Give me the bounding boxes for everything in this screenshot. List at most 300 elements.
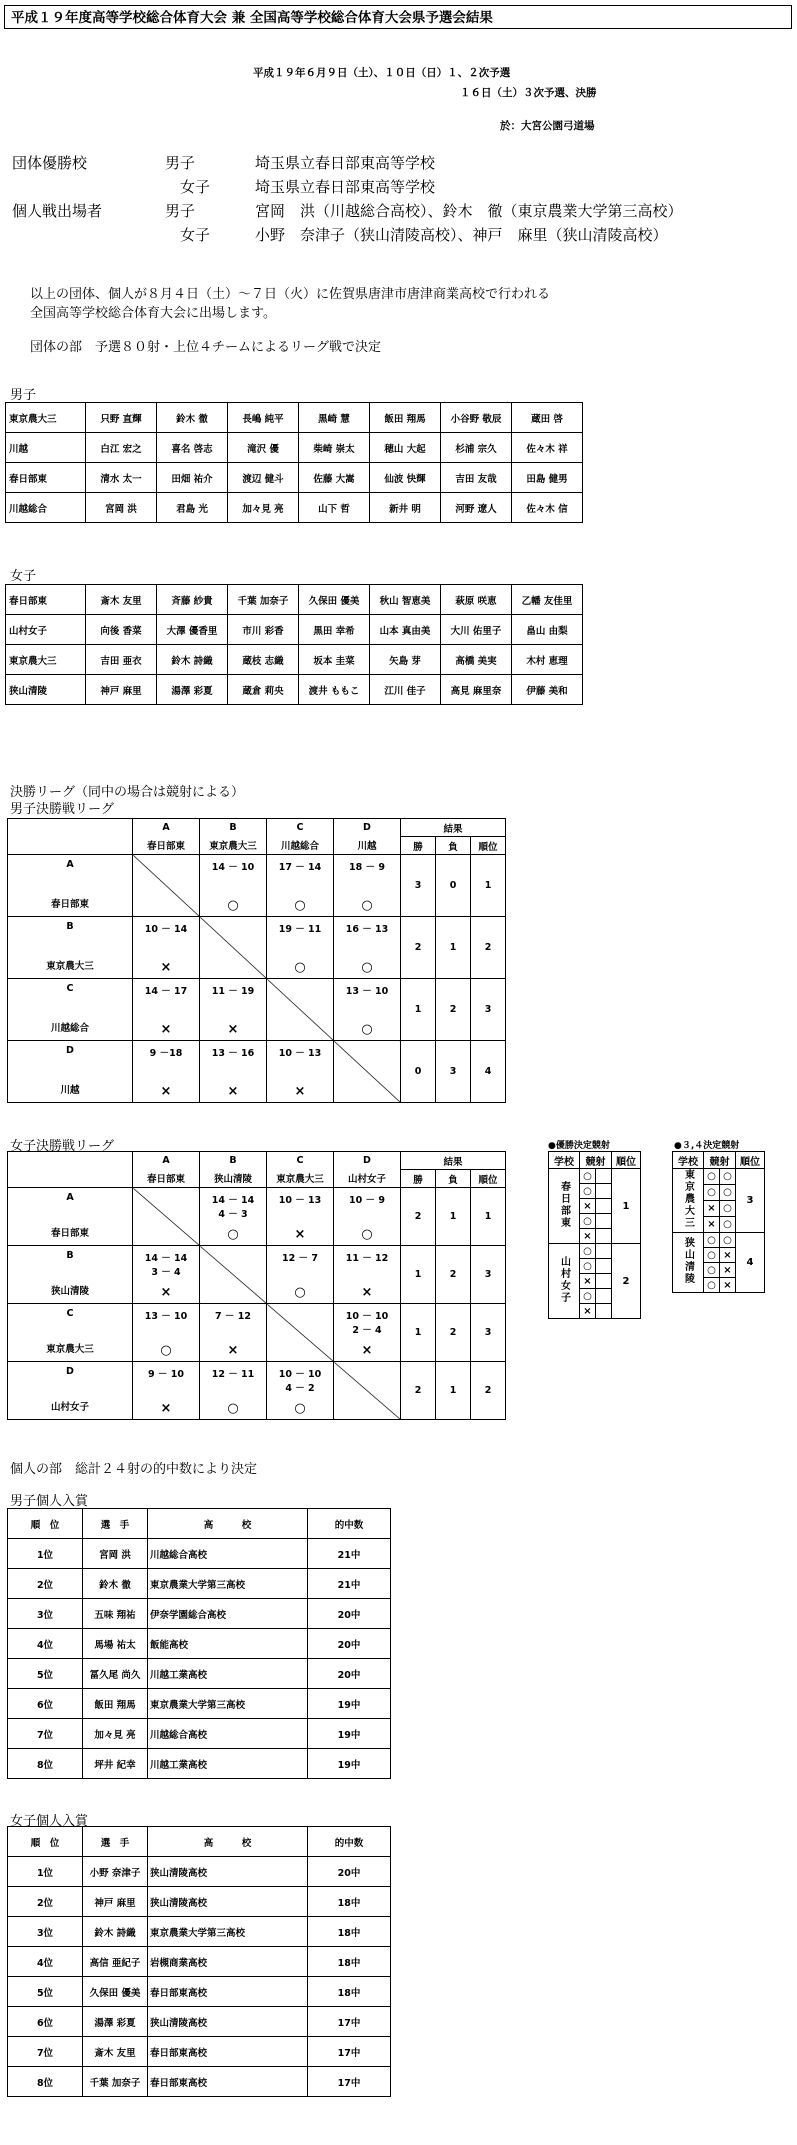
playoff-rank: 4 <box>736 1233 765 1293</box>
table-row <box>8 1629 391 1659</box>
row-team-name: 山村女子 <box>50 1402 89 1413</box>
member-name: 白江 宏之 <box>86 433 157 463</box>
diagonal-cell <box>267 1304 334 1362</box>
match-cell-wrap <box>267 855 333 916</box>
ind-school: 春日部東高校 <box>148 1977 308 2007</box>
match-cell <box>133 1362 200 1420</box>
score-group <box>212 859 255 873</box>
playoff-mark <box>596 1229 612 1244</box>
team-name: 狭山清陵 <box>6 675 86 705</box>
table-row <box>549 1244 641 1259</box>
row-team-cell <box>8 1188 133 1246</box>
match-cell <box>267 855 334 917</box>
member-name: 坂本 圭菜 <box>299 645 370 675</box>
playoff-mark: × <box>720 1248 736 1263</box>
ind-hits: 20中 <box>308 1599 391 1629</box>
diagonal-cell <box>200 917 267 979</box>
playoff-mark: ○ <box>704 1233 720 1248</box>
playoff-mark: × <box>720 1278 736 1293</box>
score-group <box>212 1045 255 1059</box>
playoff-mark <box>596 1274 612 1289</box>
team-winner-female: 埼玉県立春日部東高等学校 <box>255 178 436 196</box>
match-cell <box>200 1041 267 1103</box>
individual-male: 宮岡 洪（川越総合高校）、鈴木 徹（東京農業大学第三高校） <box>255 202 683 220</box>
score: 14 － 17 <box>144 986 188 997</box>
ind-school: 飯能高校 <box>148 1629 308 1659</box>
score: 17 － 14 <box>278 862 322 873</box>
match-cell-wrap <box>267 1362 333 1419</box>
ind-hits: 17中 <box>308 2067 391 2097</box>
member-name: 清水 太一 <box>86 463 157 493</box>
ind-header-cell: 高 校 <box>148 1509 308 1539</box>
playoff-title-2: ●３,４決定競射 <box>674 1141 740 1151</box>
ind-school: 東京農業大学第三高校 <box>148 1689 308 1719</box>
women-individual-table <box>7 1826 391 2097</box>
col-letter: A <box>133 1152 200 1170</box>
member-name: 黒田 幸希 <box>299 615 370 645</box>
wins: 0 <box>401 1041 436 1103</box>
member-name: 柴崎 崇太 <box>299 433 370 463</box>
col-team: 春日部東 <box>133 1170 200 1188</box>
men-individual-table <box>7 1508 391 1779</box>
match-cell-wrap <box>133 1041 199 1102</box>
table-row <box>8 1599 391 1629</box>
table-row <box>8 2037 391 2067</box>
member-name: 渡辺 健斗 <box>228 463 299 493</box>
score-group <box>349 859 385 873</box>
score-group <box>212 1366 255 1380</box>
match-cell-wrap <box>133 917 199 978</box>
col-letter: B <box>200 1152 267 1170</box>
match-cell <box>133 979 200 1041</box>
row-letter: A <box>66 1192 74 1203</box>
loss-mark: × <box>160 960 172 975</box>
playoff-school <box>549 1169 580 1244</box>
score-group <box>145 1250 188 1278</box>
playoff-mark: × <box>580 1304 596 1319</box>
score-group <box>279 1045 322 1059</box>
loss-mark: × <box>294 1227 306 1242</box>
league-header-row <box>8 1152 506 1170</box>
playoff-mark: ○ <box>580 1289 596 1304</box>
score: 11 － 19 <box>211 986 255 997</box>
table-row <box>8 1041 506 1103</box>
ind-hits: 21中 <box>308 1569 391 1599</box>
ind-hits: 17中 <box>308 2007 391 2037</box>
member-name: 佐々木 信 <box>512 493 583 523</box>
row-team-wrap <box>10 1188 130 1245</box>
match-cell-wrap <box>334 917 400 978</box>
tiebreak-score: 4 － 3 <box>218 1209 248 1220</box>
score: 13 － 10 <box>144 1311 188 1322</box>
score-group <box>346 983 389 997</box>
playoff-mark: ○ <box>720 1185 736 1201</box>
match-cell <box>133 1246 200 1304</box>
member-name: 木村 恵理 <box>512 645 583 675</box>
row-team-name: 東京農大三 <box>46 961 94 972</box>
member-name: 鈴木 徹 <box>157 403 228 433</box>
ind-player: 小野 奈津子 <box>83 1857 148 1887</box>
rank: 3 <box>471 1246 506 1304</box>
playoff-mark: × <box>720 1263 736 1278</box>
row-team-cell <box>8 979 133 1041</box>
match-cell-wrap <box>133 1246 199 1303</box>
ind-school: 岩槻商業高校 <box>148 1947 308 1977</box>
col-team: 川越総合 <box>267 837 334 855</box>
match-cell <box>334 1304 401 1362</box>
score: 14 － 14 <box>144 1253 188 1264</box>
score-group <box>212 1192 255 1220</box>
table-row <box>8 1977 391 2007</box>
table-row <box>8 1188 506 1246</box>
ind-rank: 1位 <box>8 1857 83 1887</box>
match-cell <box>334 917 401 979</box>
women-league-table <box>7 1151 506 1420</box>
playoff-mark: ○ <box>720 1233 736 1248</box>
member-name: 喜名 啓志 <box>157 433 228 463</box>
table-row <box>8 855 506 917</box>
playoff-header <box>549 1152 641 1169</box>
wins: 2 <box>401 1188 436 1246</box>
playoff-mark <box>596 1289 612 1304</box>
male-label: 男子 <box>165 154 196 172</box>
ind-rank: 7位 <box>8 2037 83 2067</box>
table-row <box>8 1749 391 1779</box>
ind-rank: 1位 <box>8 1539 83 1569</box>
score-group <box>148 1366 184 1380</box>
score-group <box>346 1250 389 1264</box>
playoff-mark: ○ <box>720 1169 736 1185</box>
result-sub-header: 勝 <box>401 837 436 855</box>
table-row <box>8 1719 391 1749</box>
team-name: 東京農大三 <box>6 403 86 433</box>
match-cell <box>267 1246 334 1304</box>
ind-hits: 20中 <box>308 1629 391 1659</box>
playoff-rank: 3 <box>736 1169 765 1233</box>
score-group <box>215 1308 251 1322</box>
playoff-mark: × <box>580 1229 596 1244</box>
rank: 3 <box>471 1304 506 1362</box>
member-name: 蔵田 啓 <box>512 403 583 433</box>
playoff-header-cell: 学校 <box>549 1152 580 1169</box>
ind-player: 鈴木 詩織 <box>83 1917 148 1947</box>
loss-mark: × <box>227 1022 239 1037</box>
ind-header <box>8 1827 391 1857</box>
match-cell <box>267 1041 334 1103</box>
ind-school: 春日部東高校 <box>148 2037 308 2067</box>
tiebreak-score: 2 － 4 <box>352 1325 382 1336</box>
ind-rank: 6位 <box>8 2007 83 2037</box>
notice-line-1: 以上の団体、個人が８月４日（土）～７日（火）に佐賀県唐津市唐津商業高校で行われる <box>30 287 551 302</box>
table-row <box>8 1569 391 1599</box>
row-letter: A <box>66 859 74 870</box>
member-name: 乙幡 友佳里 <box>512 585 583 615</box>
result-sub-header: 負 <box>436 837 471 855</box>
ind-player: 久保田 優美 <box>83 1977 148 2007</box>
men-league-title: 男子決勝戦リーグ <box>10 802 115 817</box>
member-name: 蔵倉 莉央 <box>228 675 299 705</box>
ind-rank: 3位 <box>8 1599 83 1629</box>
ind-player: 飯田 翔馬 <box>83 1689 148 1719</box>
member-name: 杉浦 宗久 <box>441 433 512 463</box>
playoff-mark: ○ <box>580 1259 596 1274</box>
match-cell <box>133 1041 200 1103</box>
match-cell-wrap <box>267 917 333 978</box>
result-header: 結果 <box>401 1152 506 1170</box>
row-team-name: 川越総合 <box>50 1023 89 1034</box>
member-name: 高見 麻里奈 <box>441 675 512 705</box>
member-name: 江川 佳子 <box>370 675 441 705</box>
member-name: 向後 香菜 <box>86 615 157 645</box>
score: 13 － 16 <box>211 1048 255 1059</box>
result-sub-header: 勝 <box>401 1170 436 1188</box>
playoff-mark: × <box>580 1274 596 1289</box>
row-letter: B <box>66 921 74 932</box>
playoff-mark <box>596 1214 612 1229</box>
row-letter: C <box>66 1308 74 1319</box>
women-league-title: 女子決勝戦リーグ <box>10 1139 115 1154</box>
ind-rank: 3位 <box>8 1917 83 1947</box>
score: 7 － 12 <box>215 1311 251 1322</box>
match-cell <box>267 917 334 979</box>
losses: 2 <box>436 1304 471 1362</box>
match-cell-wrap <box>267 1041 333 1102</box>
score: 13 － 10 <box>345 986 389 997</box>
member-name: 河野 遼人 <box>441 493 512 523</box>
score-group <box>212 983 255 997</box>
match-cell <box>267 1188 334 1246</box>
tiebreak-score: 4 － 2 <box>285 1383 315 1394</box>
team-name: 春日部東 <box>6 585 86 615</box>
score-group <box>279 921 322 935</box>
match-cell <box>200 979 267 1041</box>
team-name: 春日部東 <box>6 463 86 493</box>
losses: 1 <box>436 1188 471 1246</box>
team-name: 川越 <box>6 433 86 463</box>
ind-hits: 21中 <box>308 1539 391 1569</box>
team-name: 川越総合 <box>6 493 86 523</box>
ind-player: 高信 亜紀子 <box>83 1947 148 1977</box>
score-group <box>346 1308 389 1336</box>
col-team: 狭山清陵 <box>200 1170 267 1188</box>
ind-header-cell: 順 位 <box>8 1509 83 1539</box>
table-row <box>8 1917 391 1947</box>
match-cell <box>200 1188 267 1246</box>
ind-hits: 18中 <box>308 1917 391 1947</box>
notice-line-2: 全国高等学校総合体育大会に出場します。 <box>30 306 276 321</box>
result-header: 結果 <box>401 819 506 837</box>
ind-header <box>8 1509 391 1539</box>
playoff-mark: ○ <box>580 1169 596 1184</box>
table-row <box>6 403 583 433</box>
school-name: 東京農大三 <box>682 1169 694 1229</box>
rank: 2 <box>471 917 506 979</box>
ind-player: 坪井 紀幸 <box>83 1749 148 1779</box>
win-mark: ○ <box>294 898 306 913</box>
member-name: 飯田 翔馬 <box>370 403 441 433</box>
school-name: 春日部東 <box>558 1180 570 1229</box>
member-name: 秋山 智恵美 <box>370 585 441 615</box>
member-name: 加々見 亮 <box>228 493 299 523</box>
table-row <box>8 1857 391 1887</box>
table-row <box>8 1246 506 1304</box>
member-name: 大澤 優香里 <box>157 615 228 645</box>
row-team-name: 狭山清陵 <box>50 1286 89 1297</box>
playoff-mark: ○ <box>720 1201 736 1217</box>
loss-mark: × <box>160 1285 172 1300</box>
member-name: 君島 光 <box>157 493 228 523</box>
school-name: 山村女子 <box>558 1255 570 1304</box>
win-mark: ○ <box>227 1227 239 1242</box>
col-letter: C <box>267 1152 334 1170</box>
diagonal-cell <box>133 855 200 917</box>
match-cell <box>334 979 401 1041</box>
row-team-cell <box>8 1246 133 1304</box>
row-team-cell <box>8 855 133 917</box>
ind-rank: 8位 <box>8 2067 83 2097</box>
score-group <box>349 1192 385 1206</box>
member-name: 畠山 由梨 <box>512 615 583 645</box>
playoff-school <box>673 1169 704 1233</box>
win-mark: ○ <box>361 960 373 975</box>
table-row <box>8 1887 391 1917</box>
match-cell-wrap <box>200 979 266 1040</box>
men-teams-table <box>5 402 583 523</box>
playoff-mark: ○ <box>720 1217 736 1233</box>
member-name: 新井 明 <box>370 493 441 523</box>
rank: 2 <box>471 1362 506 1420</box>
ind-player: 千葉 加奈子 <box>83 2067 148 2097</box>
score: 10 － 9 <box>349 1195 385 1206</box>
playoff-header-cell: 学校 <box>673 1152 704 1169</box>
member-name: 斉藤 紗貴 <box>157 585 228 615</box>
row-team-name: 春日部東 <box>50 899 89 910</box>
team-name: 山村女子 <box>6 615 86 645</box>
member-name: 神戸 麻里 <box>86 675 157 705</box>
table-row <box>6 433 583 463</box>
score: 10 － 14 <box>144 924 188 935</box>
match-cell-wrap <box>334 979 400 1040</box>
member-name: 黒崎 慧 <box>299 403 370 433</box>
row-team-cell <box>8 917 133 979</box>
win-mark: ○ <box>294 1401 306 1416</box>
league-header-row <box>8 819 506 837</box>
playoff-header <box>673 1152 765 1169</box>
col-letter: B <box>200 819 267 837</box>
wins: 3 <box>401 855 436 917</box>
losses: 0 <box>436 855 471 917</box>
member-name: 仙波 快輝 <box>370 463 441 493</box>
loss-mark: × <box>227 1084 239 1099</box>
ind-header-cell: 選 手 <box>83 1509 148 1539</box>
score: 10 － 13 <box>278 1048 322 1059</box>
score: 12 － 7 <box>282 1253 318 1264</box>
diagonal-cell <box>267 979 334 1041</box>
ind-school: 狭山清陵高校 <box>148 2007 308 2037</box>
win-mark: ○ <box>227 898 239 913</box>
member-name: 萩原 咲恵 <box>441 585 512 615</box>
playoff-mark: × <box>704 1201 720 1217</box>
col-team: 川越 <box>334 837 401 855</box>
win-mark: ○ <box>361 1022 373 1037</box>
match-cell <box>200 1362 267 1420</box>
ind-header-cell: 的中数 <box>308 1827 391 1857</box>
member-name: 鈴木 詩織 <box>157 645 228 675</box>
ind-player: 鈴木 徹 <box>83 1569 148 1599</box>
ind-hits: 19中 <box>308 1719 391 1749</box>
ind-rank: 5位 <box>8 1977 83 2007</box>
male-label-2: 男子 <box>165 202 196 220</box>
match-cell <box>200 1304 267 1362</box>
member-name: 蔵枝 志織 <box>228 645 299 675</box>
member-name: 高橋 美実 <box>441 645 512 675</box>
individual-section-title: 個人の部 総計２４射の的中数により決定 <box>10 1462 258 1477</box>
row-letter: C <box>66 983 74 994</box>
table-row <box>6 493 583 523</box>
row-team-wrap <box>10 1362 130 1419</box>
ind-school: 春日部東高校 <box>148 2067 308 2097</box>
score: 10 － 10 <box>278 1369 322 1380</box>
score: 9 －18 <box>149 1048 183 1059</box>
ind-header-cell: 的中数 <box>308 1509 391 1539</box>
table-row <box>8 979 506 1041</box>
win-mark: ○ <box>160 1343 172 1358</box>
playoff-rank: 1 <box>612 1169 641 1244</box>
match-cell-wrap <box>267 1188 333 1245</box>
score: 19 － 11 <box>278 924 322 935</box>
loss-mark: × <box>361 1343 373 1358</box>
match-cell-wrap <box>133 979 199 1040</box>
result-sub-header: 順位 <box>471 1170 506 1188</box>
wins: 2 <box>401 917 436 979</box>
ind-header-cell: 選 手 <box>83 1827 148 1857</box>
match-cell <box>133 1304 200 1362</box>
table-row <box>8 1304 506 1362</box>
table-row <box>673 1233 765 1248</box>
ind-rank: 2位 <box>8 1569 83 1599</box>
female-label: 女子 <box>180 178 211 196</box>
date-line-2: １６日（土）３次予選、決勝 <box>460 87 597 99</box>
match-cell <box>334 855 401 917</box>
ind-school: 川越総合高校 <box>148 1719 308 1749</box>
women-teams-table <box>5 584 583 705</box>
women-teams-title: 女子 <box>10 569 37 584</box>
table-row <box>673 1169 765 1185</box>
playoff-header-cell: 競射 <box>580 1152 612 1169</box>
playoff-school <box>673 1233 704 1293</box>
playoff-title-1: ●優勝決定競射 <box>548 1141 610 1151</box>
playoff-table-2 <box>672 1151 765 1293</box>
loss-mark: × <box>294 1084 306 1099</box>
table-row <box>8 1659 391 1689</box>
team-winner-label: 団体優勝校 <box>12 154 88 172</box>
score-group <box>145 1308 188 1322</box>
rank: 3 <box>471 979 506 1041</box>
ind-player: 五味 翔祐 <box>83 1599 148 1629</box>
wins: 2 <box>401 1362 436 1420</box>
score: 10 － 13 <box>278 1195 322 1206</box>
final-league-title: 決勝リーグ（同中の場合は競射による） <box>10 785 245 800</box>
member-name: 千葉 加奈子 <box>228 585 299 615</box>
win-mark: ○ <box>227 1401 239 1416</box>
ind-hits: 17中 <box>308 2037 391 2067</box>
ind-hits: 18中 <box>308 1887 391 1917</box>
playoff-mark: ○ <box>704 1169 720 1185</box>
losses: 1 <box>436 1362 471 1420</box>
table-row <box>6 675 583 705</box>
member-name: 市川 彩香 <box>228 615 299 645</box>
row-letter: B <box>66 1250 74 1261</box>
